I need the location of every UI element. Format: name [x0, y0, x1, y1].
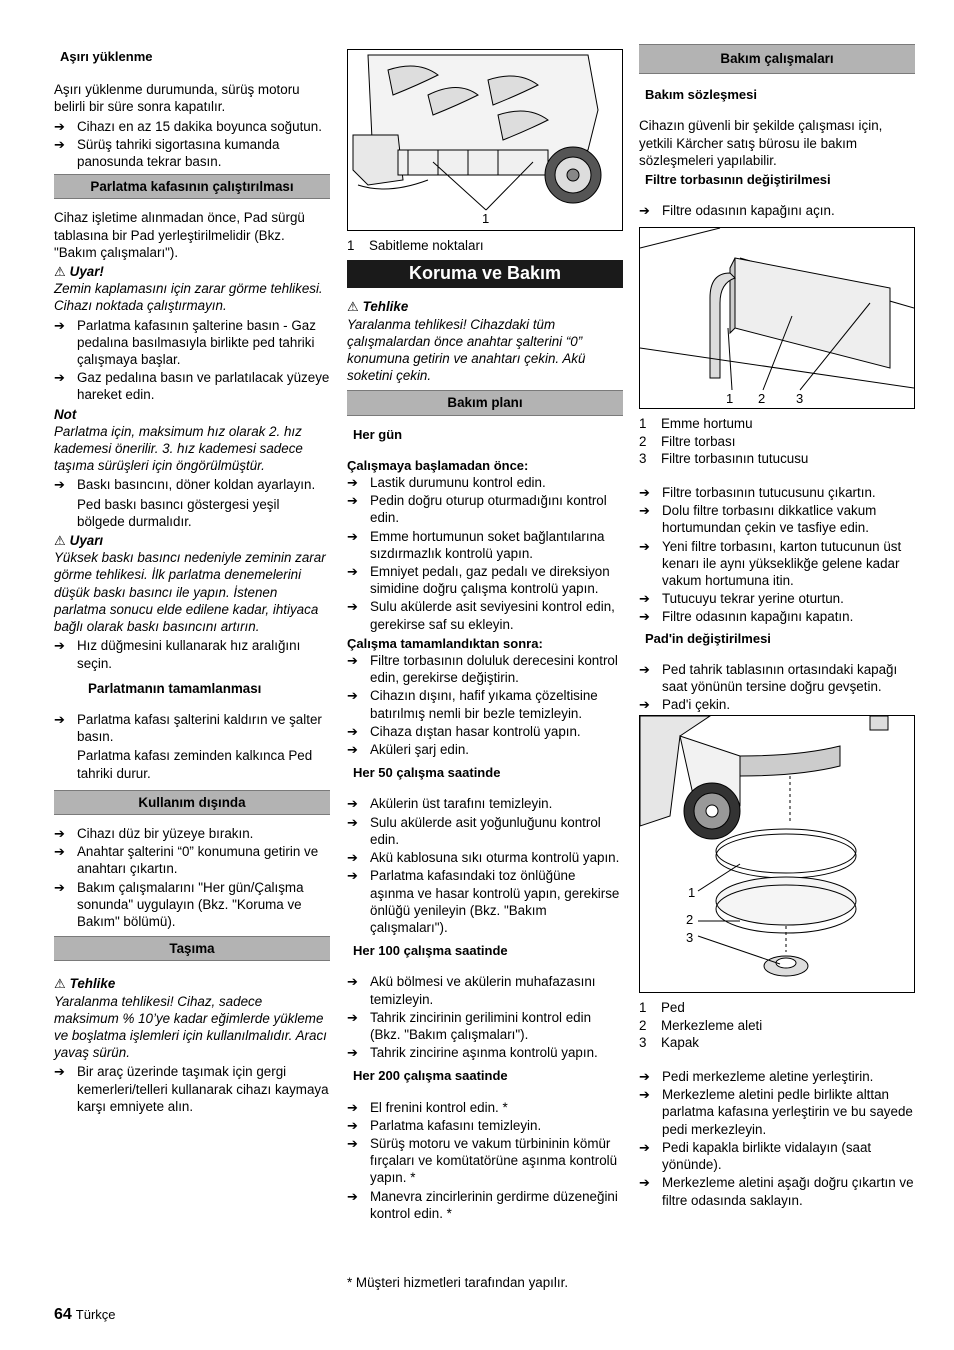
section-title-polish-end: Parlatmanın tamamlanması: [88, 680, 262, 696]
figure-callout-number: 2: [758, 391, 766, 407]
list-item: ➔ Parlatma kafasındaki toz önlüğüne aşınma ve hasar kontrolü yapın, gerekirse önlüğü yenileyin (Bkz. "Bakım çalışmaları").: [347, 867, 623, 936]
list-item: ➔ Cihaza dıştan hasar kontrolü yapın.: [347, 723, 623, 740]
list-item: ➔ Parlatma kafası şalterini kaldırın ve şalter basın.: [54, 711, 330, 745]
bullet-list: [347, 1099, 623, 1222]
list-item: ➔ Baskı basıncını, döner koldan ayarlayın.: [54, 476, 330, 493]
figure-callout-number: 3: [796, 391, 804, 407]
list-continuation: Parlatma kafası zeminden kalkınca Ped tahriki durur.: [77, 748, 313, 781]
danger-heading: [54, 975, 330, 992]
list-item: ➔ Filtre torbasının doluluk derecesini kontrol edin, gerekirse değiştirin.: [347, 652, 623, 686]
bullet-list: [347, 652, 623, 758]
subsection-filter-bag: Filtre torbasının değiştirilmesi: [645, 172, 831, 188]
legend-row: 2 Filtre torbası: [639, 433, 736, 449]
list-item: ➔ Sulu akülerde asit seviyesini kontrol edin, gerekirse saf su ekleyin.: [347, 598, 623, 632]
subsection-daily: Her gün: [353, 426, 403, 442]
warning-text: Zemin kaplamasını için zarar görme tehlikesi. Cihazı noktada çalıştırmayın.: [54, 281, 323, 314]
figure-legend: [639, 999, 915, 1051]
bullet-list: [639, 661, 915, 714]
machine-illustration: [348, 50, 622, 230]
list-item: ➔ Emme hortumunun soket bağlantılarına sızdırmazlık kontrolü yapın.: [347, 528, 623, 562]
figure-callout-number: 1: [482, 211, 490, 226]
list-item: ➔ Lastik durumunu kontrol edin.: [347, 474, 623, 491]
bullet-list: [639, 484, 915, 626]
bullet-list: [54, 118, 330, 171]
pad-change-illustration: [640, 716, 914, 992]
legend-row: 3 Filtre torbasının tutucusu: [639, 450, 809, 466]
list-item: ➔ Manevra zincirlerinin gerdirme düzeneğini kontrol edin. *: [347, 1188, 623, 1222]
section-bar-polish-start: Parlatma kafasının çalıştırılması: [54, 174, 330, 199]
figure-pad-change: [639, 715, 915, 993]
figure-legend: [347, 237, 623, 254]
legend-row: 1 Sabitleme noktaları: [347, 238, 484, 253]
footnote: * Müşteri hizmetleri tarafından yapılır.: [347, 1275, 569, 1290]
filter-bag-illustration: [640, 228, 914, 408]
section-title-overload: Aşırı yüklenme: [60, 49, 153, 64]
warning-label: Uyarı: [69, 533, 104, 549]
list-item: ➔ Sürüş motoru ve vakum türbininin kömür fırçaları ve komütatörüne aşınma kontrolü yapın. *: [347, 1135, 623, 1187]
list-item: ➔ Merkezleme aletini pedle birlikte alttan parlatma kafasına yerleştirin ve bu sayede pedi merkezleyin.: [639, 1086, 915, 1138]
legend-row: 1 Ped: [639, 1000, 685, 1016]
danger-label: Tehlike: [69, 976, 116, 992]
column-middle: [347, 49, 623, 1224]
legend-row: 1 Emme hortumu: [639, 416, 753, 432]
subsection-maintenance-contract: Bakım sözleşmesi: [645, 87, 758, 103]
bullet-list: [347, 474, 623, 633]
list-item: ➔ Filtre odasının kapağını açın.: [639, 202, 915, 219]
note-heading: [54, 406, 330, 423]
subsection-50-hours: Her 50 çalışma saatinde: [353, 765, 501, 781]
bullet-list: [347, 795, 623, 936]
bullet-list: [54, 476, 330, 493]
list-item: ➔ Cihazın dışını, hafif yıkama çözeltisine batırılmış nemli bir bezle temizleyin.: [347, 687, 623, 721]
list-item: ➔ Pedi merkezleme aletine yerleştirin.: [639, 1068, 915, 1085]
figure-callout-number: 2: [686, 912, 694, 928]
chapter-title: Koruma ve Bakım: [347, 260, 623, 288]
warning-triangle-icon: ⚠: [54, 264, 66, 280]
bullet-list: [639, 202, 915, 219]
danger-text: Yaralanma tehlikesi! Cihaz, sadece maksimum % 10’ye kadar eğimlerde yükleme ve boşlatma işlemleri için kullanılmalıdır. Aracı yavaş sürün.: [54, 993, 327, 1061]
warning-heading: [54, 532, 330, 549]
list-item: ➔ Bakım çalışmalarını "Her gün/Çalışma sonunda" uygulayın (Bkz. "Koruma ve Bakım" bölümü).: [54, 879, 330, 931]
bullet-list: [639, 1068, 915, 1209]
danger-heading: [347, 298, 623, 315]
list-item: ➔ Yeni filtre torbasını, karton tutucunun üst kenarı ile aynı yükseklikğe gelene kadar vakum hortumuna itin.: [639, 538, 915, 590]
list-item: ➔ Bir araç üzerinde taşımak için gergi kemerleri/telleri kullanarak cihazı kaymaya karşı emniyete alın.: [54, 1063, 330, 1115]
language-label: Türkçe: [75, 1307, 116, 1322]
list-item: ➔ Sürüş tahriki sigortasına kumanda panosunda tekrar basın.: [54, 136, 330, 170]
list-item: ➔ Dolu filtre torbasını dikkatlice vakum hortumundan çekin ve tasfiye edin.: [639, 502, 915, 536]
list-item: ➔ Pedi kapakla birlikte vidalayın (saat yönünde).: [639, 1139, 915, 1173]
page-footer: [54, 1306, 116, 1323]
legend-row: 3 Kapak: [639, 1034, 699, 1050]
page-number: 64: [54, 1306, 72, 1323]
list-item: ➔ Emniyet pedalı, gaz pedalı ve direksiyon simidine doğru çalışma kontrolü yapın.: [347, 563, 623, 597]
warning-text: Yüksek baskı basıncı nedeniyle zeminin zarar görme tehlikesi. İlk parlatma denemelerini düşük baskı basıncı ile yapın. İstenen parlatma sonucu elde edilene kadar, ihtiyaca bağlı olarak baskı basıncını artırın.: [54, 550, 326, 635]
column-left: [54, 44, 330, 1117]
list-item: ➔ Pedin doğru oturup oturmadığını kontrol edin.: [347, 492, 623, 526]
subsection-before-work: Çalışmaya başlamadan önce:: [347, 457, 529, 473]
subsection-pad-change: Pad'in değiştirilmesi: [645, 630, 771, 646]
figure-callout-number: 3: [686, 930, 694, 946]
section-bar-transport: Taşıma: [54, 936, 330, 961]
note-label: Not: [54, 406, 77, 422]
list-item: ➔ Akü kablosuna sıkı oturma kontrolü yapın.: [347, 849, 623, 866]
figure-callout-number: 1: [726, 391, 734, 407]
warning-triangle-icon: ⚠: [347, 299, 359, 315]
subsection-after-work: Çalışma tamamlandıktan sonra:: [347, 635, 543, 651]
warning-label: Uyar!: [69, 264, 104, 280]
list-item: ➔ Hız düğmesini kullanarak hız aralığını seçin.: [54, 637, 330, 671]
bullet-list: [54, 317, 330, 404]
list-item: ➔ Anahtar şalterini “0” konumuna getirin ve anahtarı çıkartın.: [54, 843, 330, 877]
list-item: ➔ El frenini kontrol edin. *: [347, 1099, 623, 1116]
subsection-100-hours: Her 100 çalışma saatinde: [353, 943, 508, 959]
figure-callout-number: 1: [688, 885, 696, 901]
bullet-list: [54, 637, 330, 671]
bullet-list: [54, 1063, 330, 1115]
danger-label: Tehlike: [362, 299, 409, 315]
list-item: ➔ Tahrik zincirinin gerilimini kontrol edin (Bkz. "Bakım çalışmaları").: [347, 1009, 623, 1043]
section-bar-maintenance-works: Bakım çalışmaları: [639, 44, 915, 74]
section-bar-maintenance-plan: Bakım planı: [347, 390, 623, 415]
list-item: ➔ Ped tahrik tablasının ortasındaki kapağı saat yönünün tersine doğru gevşetin.: [639, 661, 915, 695]
list-item: ➔ Akü bölmesi ve akülerin muhafazasını temizleyin.: [347, 973, 623, 1007]
warning-heading: [54, 263, 330, 280]
paragraph: Aşırı yüklenme durumunda, sürüş motoru belirli bir süre sonra kapatılır.: [54, 82, 300, 115]
column-right: [639, 44, 915, 1211]
list-item: ➔ Filtre torbasının tutucusunu çıkartın.: [639, 484, 915, 501]
legend-row: 2 Merkezleme aleti: [639, 1017, 763, 1033]
bullet-list: [347, 973, 623, 1061]
list-item: ➔ Cihazı düz bir yüzeye bırakın.: [54, 825, 330, 842]
figure-filter-bag: [639, 227, 915, 409]
warning-triangle-icon: ⚠: [54, 533, 66, 549]
list-item: ➔ Sulu akülerde asit yoğunluğunu kontrol edin.: [347, 814, 623, 848]
list-item: ➔ Merkezleme aletini aşağı doğru çıkartın ve filtre odasında saklayın.: [639, 1174, 915, 1208]
list-item: ➔ Akülerin üst tarafını temizleyin.: [347, 795, 623, 812]
list-item: ➔ Parlatma kafasının şalterine basın - Gaz pedalına basılmasıyla birlikte ped tahriki çalışmaya başlar.: [54, 317, 330, 369]
paragraph: Cihazın güvenli bir şekilde çalışması için, yetkili Kärcher satış bürosu ile bakım sözleşmeleri yapılabilir.: [639, 118, 883, 168]
list-item: ➔ Parlatma kafasını temizleyin.: [347, 1117, 623, 1134]
list-continuation: Ped baskı basıncı göstergesi yeşil bölgede durmalıdır.: [77, 496, 280, 529]
list-item: ➔ Cihazı en az 15 dakika boyunca soğutun.: [54, 118, 330, 135]
list-item: ➔ Pad'i çekin.: [639, 696, 915, 713]
list-item: ➔ Tahrik zincirine aşınma kontrolü yapın.: [347, 1044, 623, 1061]
list-item: ➔ Tutucuyu tekrar yerine oturtun.: [639, 590, 915, 607]
warning-triangle-icon: ⚠: [54, 976, 66, 992]
bullet-list: [54, 825, 330, 930]
section-bar-out-of-use: Kullanım dışında: [54, 790, 330, 815]
paragraph: Cihaz işletime alınmadan önce, Pad sürgü tablasına bir Pad yerleştirilmelidir (Bkz. "Bakım çalışmaları").: [54, 210, 305, 260]
danger-text: Yaralanma tehlikesi! Cihazdaki tüm çalışmalardan önce anahtar şalterini “0” konumuna getirin ve anahtarı çekin. Akü soketini çekin.: [347, 316, 586, 384]
figure-legend: [639, 415, 915, 467]
list-item: ➔ Aküleri şarj edin.: [347, 741, 623, 758]
subsection-200-hours: Her 200 çalışma saatinde: [353, 1068, 508, 1084]
list-item: ➔ Gaz pedalına basın ve parlatılacak yüzeye hareket edin.: [54, 369, 330, 403]
bullet-list: [54, 711, 330, 745]
figure-machine-fixing-points: [347, 49, 623, 231]
note-text: Parlatma için, maksimum hız olarak 2. hız kademesi önerilir. 3. hız kademesi sadece taşıma sürüşleri için öngörülmüştür.: [54, 423, 303, 474]
list-item: ➔ Filtre odasının kapağını kapatın.: [639, 608, 915, 625]
